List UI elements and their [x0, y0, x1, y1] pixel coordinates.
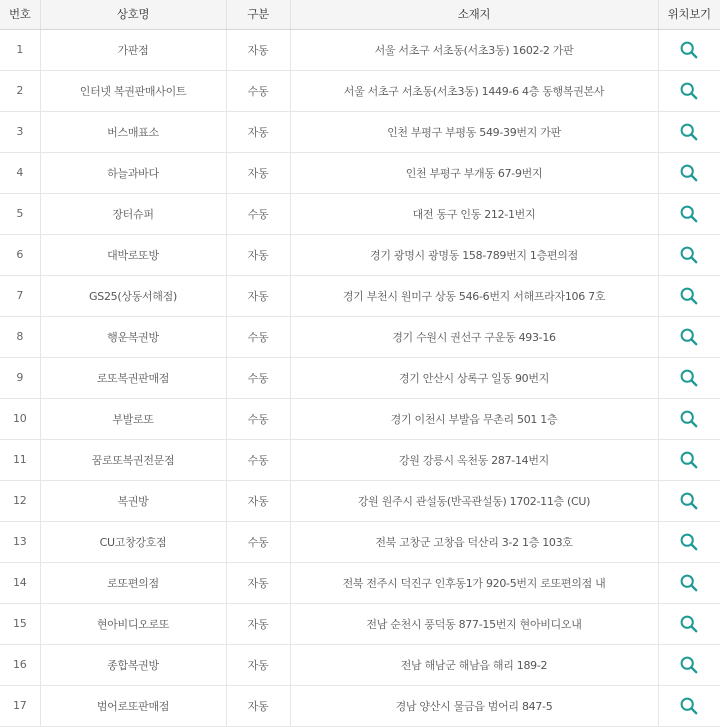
- row-store-name: 가판점: [40, 29, 226, 70]
- row-view-location: [658, 316, 720, 357]
- row-store-name: 종합복권방: [40, 644, 226, 685]
- table-row: [0, 521, 720, 562]
- view-location-button[interactable]: [679, 450, 699, 470]
- row-type: 수동: [226, 398, 290, 439]
- table-row: [0, 480, 720, 521]
- row-view-location: [658, 644, 720, 685]
- row-view-location: [658, 193, 720, 234]
- row-view-location: [658, 70, 720, 111]
- row-store-name: 부발로또: [40, 398, 226, 439]
- table-row: [0, 439, 720, 480]
- row-address: 전남 해남군 해남읍 해리 189-2: [290, 644, 658, 685]
- table-row: [0, 29, 720, 70]
- row-address: 서울 서초구 서초동(서초3동) 1602-2 가판: [290, 29, 658, 70]
- row-number: 13: [0, 521, 40, 562]
- search-icon: [679, 40, 699, 60]
- row-address: 인천 부평구 부개동 67-9번지: [290, 152, 658, 193]
- row-type: 자동: [226, 685, 290, 726]
- table-body: [0, 29, 720, 726]
- view-location-button[interactable]: [679, 491, 699, 511]
- row-number: 7: [0, 275, 40, 316]
- row-number: 4: [0, 152, 40, 193]
- table-row: [0, 644, 720, 685]
- row-view-location: [658, 152, 720, 193]
- table-row: [0, 603, 720, 644]
- view-location-button[interactable]: [679, 40, 699, 60]
- table-row: [0, 70, 720, 111]
- table-row: [0, 234, 720, 275]
- row-view-location: [658, 275, 720, 316]
- row-type: 수동: [226, 193, 290, 234]
- row-view-location: [658, 111, 720, 152]
- row-type: 수동: [226, 316, 290, 357]
- row-store-name: 복권방: [40, 480, 226, 521]
- row-number: 2: [0, 70, 40, 111]
- view-location-button[interactable]: [679, 245, 699, 265]
- row-store-name: 대박로또방: [40, 234, 226, 275]
- row-address: 경기 이천시 부발읍 무촌리 501 1층: [290, 398, 658, 439]
- row-type: 수동: [226, 70, 290, 111]
- view-location-button[interactable]: [679, 81, 699, 101]
- header-number: 번호: [0, 0, 40, 29]
- row-view-location: [658, 398, 720, 439]
- row-number: 6: [0, 234, 40, 275]
- header-store-name: 상호명: [40, 0, 226, 29]
- row-address: 대전 동구 인동 212-1번지: [290, 193, 658, 234]
- row-number: 15: [0, 603, 40, 644]
- search-icon: [679, 450, 699, 470]
- row-type: 수동: [226, 439, 290, 480]
- row-address: 전북 고창군 고창읍 덕산리 3-2 1층 103호: [290, 521, 658, 562]
- view-location-button[interactable]: [679, 204, 699, 224]
- row-type: 수동: [226, 357, 290, 398]
- row-address: 서울 서초구 서초동(서초3동) 1449-6 4층 동행복권본사: [290, 70, 658, 111]
- row-number: 3: [0, 111, 40, 152]
- row-store-name: CU고창강호점: [40, 521, 226, 562]
- row-type: 자동: [226, 152, 290, 193]
- row-address: 강원 강릉시 옥천동 287-14번지: [290, 439, 658, 480]
- header-view-location: 위치보기: [658, 0, 720, 29]
- row-number: 5: [0, 193, 40, 234]
- search-icon: [679, 614, 699, 634]
- row-store-name: 꿈로또복권전문점: [40, 439, 226, 480]
- view-location-button[interactable]: [679, 122, 699, 142]
- row-number: 12: [0, 480, 40, 521]
- search-icon: [679, 573, 699, 593]
- row-address: 경기 광명시 광명동 158-789번지 1층편의점: [290, 234, 658, 275]
- view-location-button[interactable]: [679, 614, 699, 634]
- search-icon: [679, 81, 699, 101]
- row-number: 17: [0, 685, 40, 726]
- search-icon: [679, 409, 699, 429]
- table-row: [0, 275, 720, 316]
- table-row: [0, 398, 720, 439]
- table-row: [0, 111, 720, 152]
- row-type: 자동: [226, 29, 290, 70]
- row-view-location: [658, 29, 720, 70]
- row-type: 자동: [226, 275, 290, 316]
- view-location-button[interactable]: [679, 696, 699, 716]
- row-store-name: 하늘과바다: [40, 152, 226, 193]
- row-type: 자동: [226, 111, 290, 152]
- row-type: 수동: [226, 521, 290, 562]
- row-store-name: 현아비디오로또: [40, 603, 226, 644]
- view-location-button[interactable]: [679, 409, 699, 429]
- row-address: 인천 부평구 부평동 549-39번지 가판: [290, 111, 658, 152]
- row-number: 9: [0, 357, 40, 398]
- row-view-location: [658, 439, 720, 480]
- row-type: 자동: [226, 562, 290, 603]
- row-address: 경기 부천시 원미구 상동 546-6번지 서해프라자106 7호: [290, 275, 658, 316]
- table-row: [0, 562, 720, 603]
- view-location-button[interactable]: [679, 368, 699, 388]
- row-type: 자동: [226, 644, 290, 685]
- search-icon: [679, 491, 699, 511]
- table-header-row: [0, 0, 720, 29]
- row-store-name: 범어로또판매점: [40, 685, 226, 726]
- table-row: [0, 685, 720, 726]
- row-store-name: 버스매표소: [40, 111, 226, 152]
- table-row: [0, 152, 720, 193]
- row-address: 경기 수원시 권선구 구운동 493-16: [290, 316, 658, 357]
- view-location-button[interactable]: [679, 573, 699, 593]
- row-store-name: 행운복권방: [40, 316, 226, 357]
- table-row: [0, 193, 720, 234]
- view-location-button[interactable]: [679, 163, 699, 183]
- row-number: 16: [0, 644, 40, 685]
- row-address: 강원 원주시 관설동(반곡관설동) 1702-11층 (CU): [290, 480, 658, 521]
- row-number: 10: [0, 398, 40, 439]
- row-store-name: 로또복권판매점: [40, 357, 226, 398]
- search-icon: [679, 655, 699, 675]
- header-type: 구분: [226, 0, 290, 29]
- row-view-location: [658, 685, 720, 726]
- row-view-location: [658, 234, 720, 275]
- search-icon: [679, 368, 699, 388]
- row-address: 경기 안산시 상록구 일동 90번지: [290, 357, 658, 398]
- row-view-location: [658, 357, 720, 398]
- row-number: 8: [0, 316, 40, 357]
- row-view-location: [658, 603, 720, 644]
- row-store-name: 인터넷 복권판매사이트: [40, 70, 226, 111]
- view-location-button[interactable]: [679, 327, 699, 347]
- row-address: 전남 순천시 풍덕동 877-15번지 현아비디오내: [290, 603, 658, 644]
- search-icon: [679, 245, 699, 265]
- row-number: 11: [0, 439, 40, 480]
- row-type: 자동: [226, 234, 290, 275]
- row-number: 1: [0, 29, 40, 70]
- search-icon: [679, 163, 699, 183]
- table-row: [0, 316, 720, 357]
- row-view-location: [658, 521, 720, 562]
- table-row: [0, 357, 720, 398]
- search-icon: [679, 532, 699, 552]
- row-view-location: [658, 480, 720, 521]
- row-view-location: [658, 562, 720, 603]
- view-location-button[interactable]: [679, 655, 699, 675]
- row-type: 자동: [226, 603, 290, 644]
- view-location-button[interactable]: [679, 286, 699, 306]
- view-location-button[interactable]: [679, 532, 699, 552]
- row-store-name: 장터슈퍼: [40, 193, 226, 234]
- row-store-name: GS25(상동서해점): [40, 275, 226, 316]
- search-icon: [679, 696, 699, 716]
- row-address: 전북 전주시 덕진구 인후동1가 920-5번지 로또편의점 내: [290, 562, 658, 603]
- row-type: 자동: [226, 480, 290, 521]
- row-store-name: 로또편의점: [40, 562, 226, 603]
- search-icon: [679, 286, 699, 306]
- search-icon: [679, 204, 699, 224]
- search-icon: [679, 327, 699, 347]
- search-icon: [679, 122, 699, 142]
- header-address: 소재지: [290, 0, 658, 29]
- row-address: 경남 양산시 물금읍 범어리 847-5: [290, 685, 658, 726]
- row-number: 14: [0, 562, 40, 603]
